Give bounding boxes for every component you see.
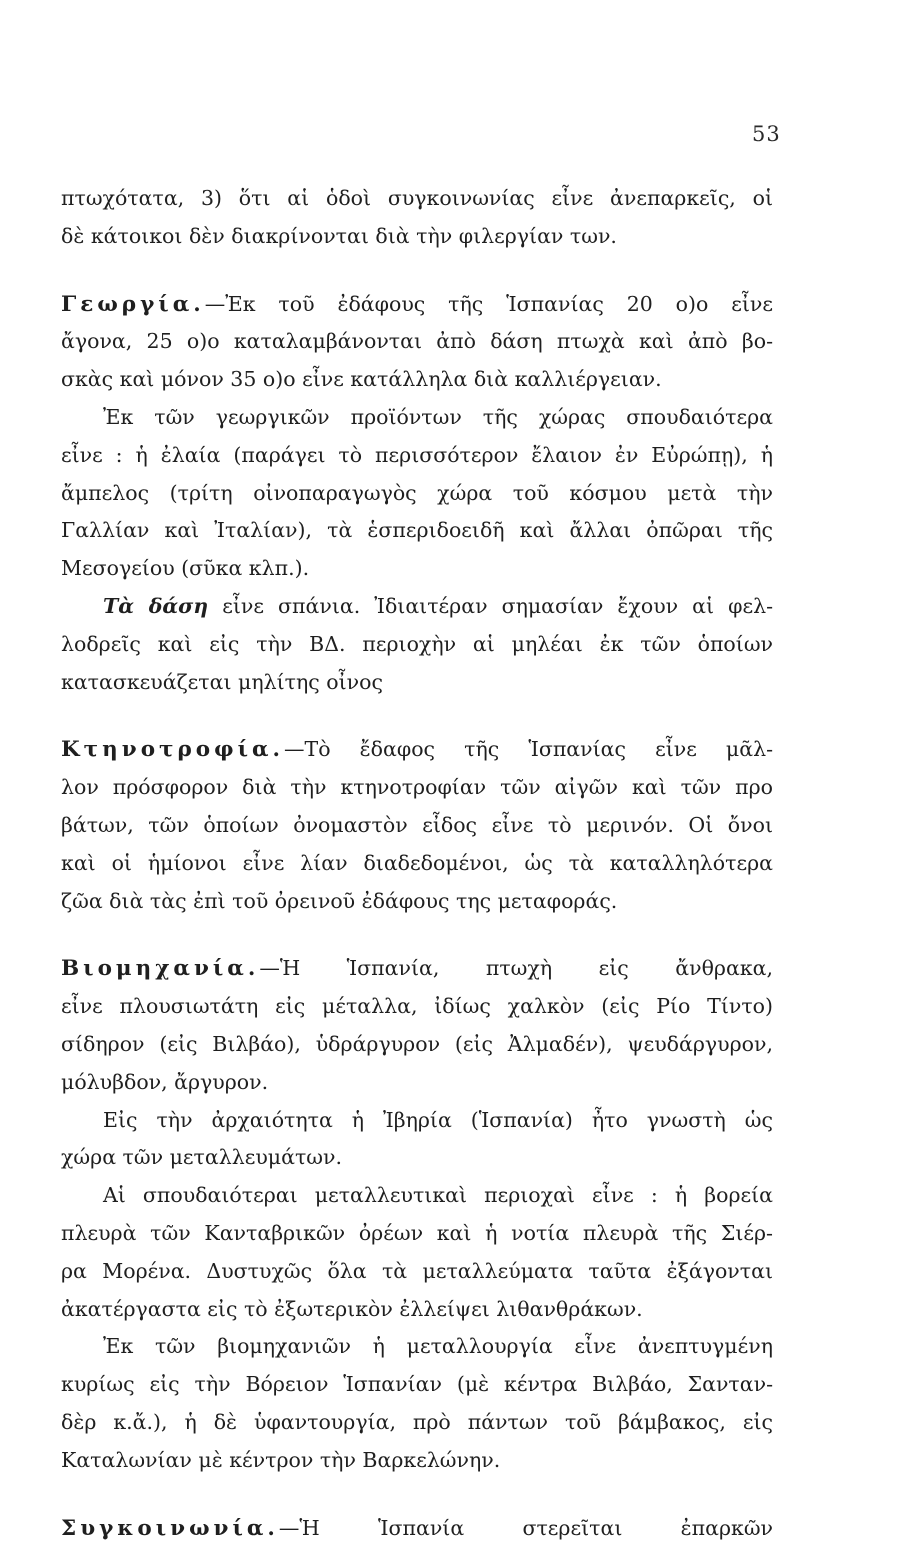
text-line: βάτων, τῶν ὁποίων ὀνομαστὸν εἶδος εἶνε τὸ μερινόν. Οἱ ὄνοι — [61, 807, 773, 845]
page-number: 53 — [752, 122, 781, 146]
text-line: Τὰ δάση εἶνε σπάνια. Ἰδιαιτέραν σημασίαν ἔχουν αἱ φελ- — [61, 588, 773, 626]
section-georgia — [61, 286, 773, 399]
text-line: ἄμπελος (τρίτη οἰνοπαραγωγὸς χώρα τοῦ κόσμου μετὰ τὴν — [61, 475, 773, 513]
text-line: Καταλωνίαν μὲ κέντρον τὴν Βαρκελώνην. — [61, 1442, 773, 1480]
text-line: ἀκατέργαστα εἰς τὸ ἐξωτερικὸν ἐλλείψει λιθανθράκων. — [61, 1291, 773, 1329]
paragraph-forests — [61, 588, 773, 701]
text-line: πτωχότατα, 3) ὅτι αἱ ὁδοὶ συγκοινωνίας εἶνε ἀνεπαρκεῖς, οἱ — [61, 180, 773, 218]
text-line: Ἐκ τῶν βιομηχανιῶν ἡ μεταλλουργία εἶνε ἀνεπτυγμένη — [61, 1328, 773, 1366]
text-line: πλευρὰ τῶν Κανταβρικῶν ὀρέων καὶ ἡ νοτία πλευρὰ τῆς Σιέρ- — [61, 1215, 773, 1253]
text-line: χώρα τῶν μεταλλευμάτων. — [61, 1139, 773, 1177]
text-line: Γεωργία.—Ἐκ τοῦ ἐδάφους τῆς Ἱσπανίας 20 ο)ο εἶνε — [61, 286, 773, 324]
section-heading: Κτηνοτροφία. — [61, 737, 284, 762]
text-line: Συγκοινωνία.—Ἡ Ἱσπανία στερεῖται ἐπαρκῶν — [61, 1510, 773, 1547]
text-line: εἶνε πλουσιωτάτη εἰς μέταλλα, ἰδίως χαλκὸν (εἰς Ρίο Τίντο) — [61, 988, 773, 1026]
paragraph-mining — [61, 1177, 773, 1328]
text-line: Μεσογείου (σῦκα κλπ.). — [61, 550, 773, 588]
text-line: δὲρ κ.ἄ.), ἡ δὲ ὑφαντουργία, πρὸ πάντων τοῦ βάμβακος, εἰς — [61, 1404, 773, 1442]
forests-lead: Τὰ δάση — [103, 594, 208, 618]
text-line: σκὰς καὶ μόνον 35 ο)ο εἶνε κατάλληλα διὰ καλλιέργειαν. — [61, 361, 773, 399]
text-line: κυρίως εἰς τὴν Βόρειον Ἱσπανίαν (μὲ κέντρα Βιλβάο, Σανταν- — [61, 1366, 773, 1404]
section-industry — [61, 950, 773, 1101]
text-line: Βιομηχανία.—Ἡ Ἱσπανία, πτωχὴ εἰς ἄνθρακα, — [61, 950, 773, 988]
page-text — [61, 180, 773, 1547]
paragraph-antiquity — [61, 1102, 773, 1178]
paragraph-industries — [61, 1328, 773, 1479]
text-line: ἄγονα, 25 ο)ο καταλαμβάνονται ἀπὸ δάση πτωχὰ καὶ ἀπὸ βο- — [61, 323, 773, 361]
text-line: Αἱ σπουδαιότεραι μεταλλευτικαὶ περιοχαὶ εἶνε : ἡ βορεία — [61, 1177, 773, 1215]
text-line: μόλυβδον, ἄργυρον. — [61, 1064, 773, 1102]
text-line: εἶνε : ἡ ἐλαία (παράγει τὸ περισσότερον ἔλαιον ἐν Εὐρώπῃ), ἡ — [61, 437, 773, 475]
section-heading: Συγκοινωνία. — [61, 1516, 279, 1541]
text-line: σίδηρον (εἰς Βιλβάο), ὑδράργυρον (εἰς Ἀλμαδέν), ψευδάργυρον, — [61, 1026, 773, 1064]
text-line: Ἐκ τῶν γεωργικῶν προϊόντων τῆς χώρας σπουδαιότερα — [61, 399, 773, 437]
text-line: δὲ κάτοικοι δὲν διακρίνονται διὰ τὴν φιλεργίαν των. — [61, 218, 773, 256]
section-communications — [61, 1510, 773, 1547]
text-line: λον πρόσφορον διὰ τὴν κτηνοτροφίαν τῶν αἰγῶν καὶ τῶν προ — [61, 769, 773, 807]
text-line: ρα Μορένα. Δυστυχῶς ὅλα τὰ μεταλλεύματα ταῦτα ἐξάγονται — [61, 1253, 773, 1291]
section-livestock — [61, 731, 773, 920]
text-line: λοδρεῖς καὶ εἰς τὴν ΒΔ. περιοχὴν αἱ μηλέαι ἐκ τῶν ὁποίων — [61, 626, 773, 664]
section-heading: Γεωργία. — [61, 292, 205, 317]
text-line: Γαλλίαν καὶ Ἰταλίαν), τὰ ἑσπεριδοειδῆ καὶ ἄλλαι ὀπῶραι τῆς — [61, 512, 773, 550]
text-line: ζῶα διὰ τὰς ἐπὶ τοῦ ὀρεινοῦ ἐδάφους της μεταφοράς. — [61, 883, 773, 921]
section-heading: Βιομηχανία. — [61, 956, 259, 981]
text-line: Κτηνοτροφία.—Τὸ ἔδαφος τῆς Ἱσπανίας εἶνε μᾶλ- — [61, 731, 773, 769]
paragraph-intro — [61, 180, 773, 256]
paragraph-products — [61, 399, 773, 588]
text-line: καὶ οἱ ἡμίονοι εἶνε λίαν διαδεδομένοι, ὡς τὰ καταλληλότερα — [61, 845, 773, 883]
text-line: κατασκευάζεται μηλίτης οἶνος — [61, 664, 773, 702]
text-line: Εἰς τὴν ἀρχαιότητα ἡ Ἰβηρία (Ἱσπανία) ἦτο γνωστὴ ὡς — [61, 1102, 773, 1140]
